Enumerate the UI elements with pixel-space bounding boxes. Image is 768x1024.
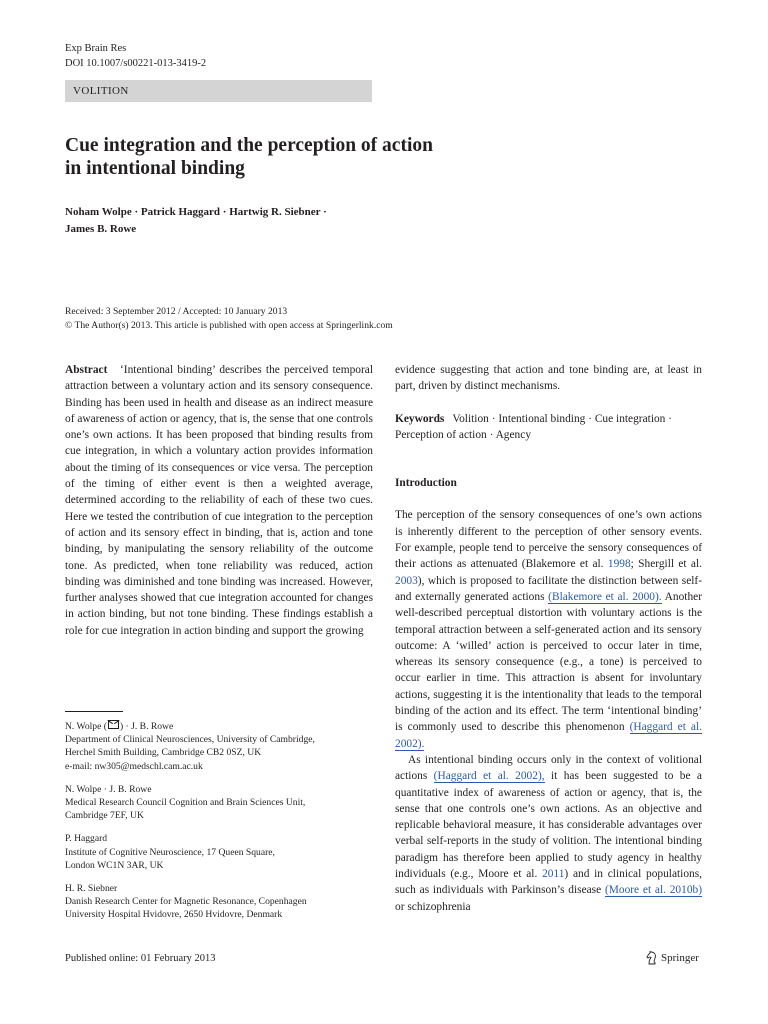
abstract-continued: evidence suggesting that action and tone binding are, at least in part, driven by distinct mechanisms. [395,364,702,393]
article-title [65,134,565,180]
affiliation-3-line: London WC1N 3AR, UK [65,859,164,871]
affiliation-3-name: P. Haggard [65,833,108,845]
journal-name: Exp Brain Res [65,43,127,54]
affiliation-2-name: N. Wolpe · J. B. Rowe [65,783,152,795]
published-date: Published online: 01 February 2013 [65,953,216,964]
intro-text: ; Shergill et al. [630,558,702,571]
intro-text: Another well-described perceptual distortion with voluntary actions is the temporal attraction between a self-generated action and its sensory outcome: A ‘willed’ action is perceived to occur later in time, whereas its sensory consequence (e.g., a tone) is perceived to occur earlier in time. This attraction is absent for involuntary actions, suggesting it is the intentionality that leads to the temporal binding of the action and its effect. The term ‘intentional binding’ is commonly used to describe this phenomenon [395,590,702,734]
intro-text: it has been suggested to be a quantitative index of awareness of action or agency, that is, the sense that one controls one’s own actions. As an objective and replicable behavioral measure, it has considerable advantages over verbal self-reports in the study of volition. The intentional binding paradigm has therefore been applied to study agency in healthy individuals (e.g., Moore et al. [395,770,702,881]
abstract-text: ‘Intentional binding’ describes the perceived temporal attraction between a voluntary action and its sensory consequence. Binding has been used in health and disease as an indirect measure of awareness of action or agency, that is, the sense that one controls one’s own actions. It has been proposed that binding results from cue integration, in which a voluntary action provides information about the timing of its consequences or vice versa. The perception of the timing of either event is then a weighted average, determined according to the reliability of each of these two cues. Here we tested the contribution of cue integration to the perception of action and its sensory effect in binding, that is, action and tone binding, by manipulating the sensory reliability of the outcome tone. As predicted, when tone reliability was reduced, action binding was diminished and tone binding was increased. However, further analyses showed that cue integration accounted for changes in action binding, but not tone binding. These findings establish a role for cue integration in action binding and support the growing [65,364,373,637]
abstract-label: Abstract [65,364,108,376]
affiliation-1-name-b: ) · J. B. Rowe [119,721,174,732]
title-line-1: Cue integration and the perception of action [65,135,433,156]
citation-link[interactable]: (Moore et al. 2010b) [604,884,702,897]
affiliation-4-line: Danish Research Center for Magnetic Resonance, Copenhagen [65,896,307,908]
authors [65,204,445,238]
affiliation-1 [65,720,375,773]
publisher-name: Springer [661,952,699,964]
affiliation-2-line: Medical Research Council Cognition and Brain Sciences Unit, [65,797,306,809]
intro-text: ) and in clinical populations, such as individuals with Parkinson’s disease [395,868,702,897]
citation-link[interactable]: 2003 [395,574,418,587]
section-bar [65,80,372,102]
affiliation-2 [65,783,375,823]
intro-paragraph-1 [395,507,702,751]
authors-line-1: Noham Wolpe · Patrick Haggard · Hartwig R. Siebner · [65,206,327,218]
citation-link[interactable]: (Blakemore et al. 2000). [548,590,662,603]
title-line-2: in intentional binding [65,158,245,179]
keywords-label: Keywords [395,412,445,425]
affiliation-3-line: Institute of Cognitive Neuroscience, 17 Queen Square, [65,846,275,858]
intro-text: The perception of the sensory consequences of one’s own actions is inherently different to the perception of other sensory events. For example, people tend to perceive the sensory consequences of their actions as attenuated (Blakemore et al. [395,509,702,571]
affiliation-4-name: H. R. Siebner [65,883,118,895]
license-notice: © The Author(s) 2013. This article is published with open access at Springerlink.com [65,320,393,331]
authors-line-2: James B. Rowe [65,223,137,235]
affiliation-2-line: Cambridge 7EF, UK [65,810,144,822]
envelope-icon [108,720,119,729]
journal-header [65,41,206,71]
keywords-text: Volition · Intentional binding · Cue integration · Perception of action · Agency [395,412,673,441]
affiliation-1-line: Herchel Smith Building, Cambridge CB2 0SZ, UK [65,747,262,759]
intro-text: ), which is proposed to facilitate the distinction between self- and externally generated actions [395,574,702,603]
doi: DOI 10.1007/s00221-013-3419-2 [65,58,207,69]
affiliation-3 [65,832,375,872]
intro-paragraph-2 [395,752,702,915]
received-accepted: Received: 3 September 2012 / Accepted: 10 January 2013 [65,306,288,317]
introduction-heading: Introduction [395,477,457,490]
keywords [395,411,702,444]
intro-text: As intentional binding occurs only in the context of volitional actions [395,753,702,783]
article-dates [65,305,565,333]
citation-link[interactable]: (Haggard et al. 2002), [433,770,545,783]
affiliation-1-line: Department of Clinical Neurosciences, University of Cambridge, [65,734,315,746]
citation-link[interactable]: 2011 [542,868,565,881]
section-label: VOLITION [73,85,129,97]
citation-link[interactable]: (Haggard et al. 2002). [395,721,702,750]
intro-text: or schizophrenia [395,900,471,913]
affiliation-4-line: University Hospital Hvidovre, 2650 Hvidovre, Denmark [65,909,283,921]
publisher-logo [646,951,699,965]
affiliations [65,720,375,932]
right-column [395,362,702,915]
springer-chess-knight-icon [646,951,658,965]
affiliation-1-name-a: N. Wolpe ( [65,721,107,732]
affiliation-1-email[interactable]: e-mail: nw305@medschl.cam.ac.uk [65,760,203,772]
citation-link[interactable]: 1998 [607,558,631,571]
affiliation-divider [65,711,123,712]
affiliation-4 [65,882,375,922]
abstract [65,362,373,639]
